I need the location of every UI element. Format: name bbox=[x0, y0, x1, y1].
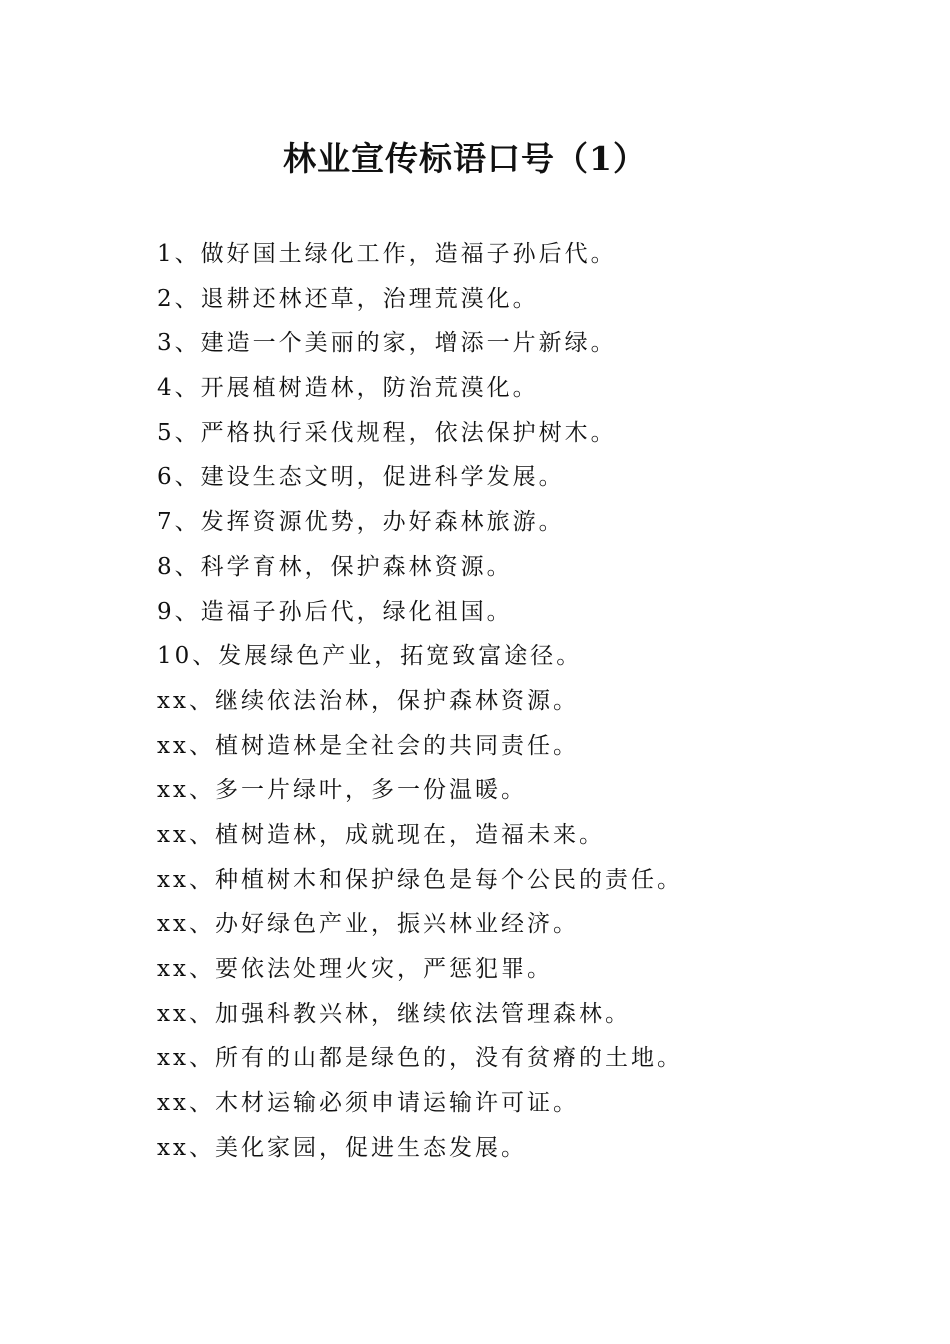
slogan-item: xx、要依法处理火灾，严惩犯罪。 bbox=[157, 956, 553, 982]
slogan-item: xx、加强科教兴林，继续依法管理森林。 bbox=[157, 1000, 631, 1027]
slogan-item: xx、木材运输必须申请运输许可证。 bbox=[157, 1090, 579, 1117]
slogan-item: 8、科学育林，保护森林资源。 bbox=[157, 553, 513, 580]
slogan-item: xx、种植树木和保护绿色是每个公民的责任。 bbox=[157, 866, 683, 893]
slogan-item: 4、开展植树造林，防治荒漠化。 bbox=[157, 375, 539, 402]
slogan-list bbox=[157, 232, 683, 1170]
slogan-item: 3、建造一个美丽的家，增添一片新绿。 bbox=[157, 330, 617, 357]
slogan-item: 6、建设生态文明，促进科学发展。 bbox=[157, 464, 565, 491]
slogan-item: xx、多一片绿叶，多一份温暖。 bbox=[157, 777, 527, 804]
slogan-item: xx、办好绿色产业，振兴林业经济。 bbox=[157, 911, 579, 938]
slogan-item: 1、做好国土绿化工作，造福子孙后代。 bbox=[157, 241, 617, 267]
slogan-item: 9、造福子孙后代，绿化祖国。 bbox=[157, 598, 513, 625]
slogan-item: 7、发挥资源优势，办好森林旅游。 bbox=[157, 509, 565, 536]
slogan-item: xx、植树造林是全社会的共同责任。 bbox=[157, 732, 579, 759]
page-title: 林业宣传标语口号（1） bbox=[283, 139, 647, 178]
slogan-item: xx、美化家园，促进生态发展。 bbox=[157, 1134, 527, 1161]
slogan-item: xx、植树造林，成就现在，造福未来。 bbox=[157, 821, 605, 848]
slogan-item: xx、所有的山都是绿色的，没有贫瘠的土地。 bbox=[157, 1045, 683, 1072]
slogan-item: 5、严格执行采伐规程，依法保护树木。 bbox=[157, 419, 617, 446]
slogan-item: 2、退耕还林还草，治理荒漠化。 bbox=[157, 285, 539, 312]
slogan-item: 10、发展绿色产业，拓宽致富途径。 bbox=[157, 643, 583, 670]
slogan-item: xx、继续依法治林，保护森林资源。 bbox=[157, 687, 579, 714]
